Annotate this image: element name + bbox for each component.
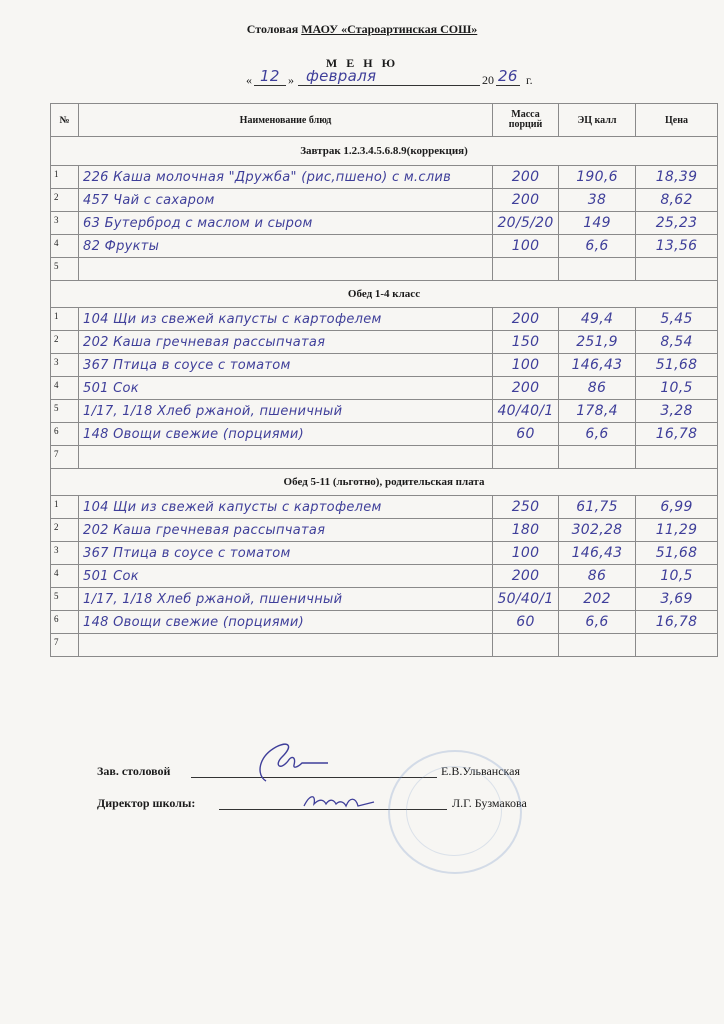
row-number: 1: [51, 166, 79, 189]
table-row: [51, 258, 718, 281]
dish-price: 10,5: [636, 565, 718, 588]
row-number: 4: [51, 235, 79, 258]
table-row: [51, 166, 718, 189]
dish-mass: 60: [493, 423, 559, 446]
dish-mass: 250: [493, 496, 559, 519]
date-month: февраля: [306, 67, 377, 85]
dish-kcal: 49,4: [559, 308, 636, 331]
dish-price: 5,45: [636, 308, 718, 331]
dish-mass: 50/40/1: [493, 588, 559, 611]
dish-kcal: 190,6: [559, 166, 636, 189]
dish-mass: 200: [493, 166, 559, 189]
director-label: Директор школы:: [97, 796, 196, 810]
table-row: [51, 565, 718, 588]
dish-name: 367 Птица в соусе с томатом: [79, 354, 493, 377]
date-year-suffix: 26: [498, 67, 518, 85]
dish-price: [636, 446, 718, 469]
director-signature: [300, 788, 380, 816]
dish-kcal: 6,6: [559, 423, 636, 446]
dish-kcal: 302,28: [559, 519, 636, 542]
dish-kcal: 6,6: [559, 611, 636, 634]
date-year-prefix: 20: [482, 73, 494, 87]
dish-kcal: 86: [559, 565, 636, 588]
dish-kcal: 202: [559, 588, 636, 611]
dish-name: 1/17, 1/18 Хлеб ржаной, пшеничный: [79, 588, 493, 611]
row-number: 1: [51, 496, 79, 519]
dish-name: 457 Чай с сахаром: [79, 189, 493, 212]
canteen-head-name: Е.В.Ульванская: [441, 764, 521, 778]
dish-mass: 180: [493, 519, 559, 542]
director-name: Л.Г. Бузмакова: [452, 796, 527, 810]
col-price-header: Цена: [636, 104, 718, 137]
dish-kcal: 149: [559, 212, 636, 235]
row-number: 7: [51, 446, 79, 469]
dish-mass: 100: [493, 542, 559, 565]
dish-price: [636, 634, 718, 657]
table-header-row: [51, 104, 718, 137]
table-row: [51, 377, 718, 400]
dish-kcal: 178,4: [559, 400, 636, 423]
dish-mass: 150: [493, 331, 559, 354]
date-day: 12: [260, 67, 280, 85]
dish-kcal: 146,43: [559, 542, 636, 565]
dish-name: 367 Птица в соусе с томатом: [79, 542, 493, 565]
dish-price: 25,23: [636, 212, 718, 235]
dish-name: [79, 446, 493, 469]
table-row: [51, 496, 718, 519]
dish-mass: 60: [493, 611, 559, 634]
dish-price: 11,29: [636, 519, 718, 542]
dish-name: 104 Щи из свежей капусты с картофелем: [79, 496, 493, 519]
row-number: 2: [51, 189, 79, 212]
section-title: Обед 5-11 (льготно), родительская плата: [51, 469, 718, 496]
dish-price: [636, 258, 718, 281]
col-mass-line1: Масса: [511, 109, 540, 120]
col-num-header: №: [51, 104, 79, 137]
official-stamp: [388, 750, 522, 874]
dish-price: 6,99: [636, 496, 718, 519]
dish-price: 10,5: [636, 377, 718, 400]
table-row: [51, 308, 718, 331]
table-row: [51, 354, 718, 377]
row-number: 2: [51, 519, 79, 542]
row-number: 5: [51, 258, 79, 281]
dish-mass: [493, 446, 559, 469]
table-row: [51, 446, 718, 469]
dish-price: 3,69: [636, 588, 718, 611]
table-row: [51, 212, 718, 235]
row-number: 1: [51, 308, 79, 331]
table-row: [51, 400, 718, 423]
menu-body: [51, 137, 718, 657]
menu-date: [246, 67, 546, 87]
dish-name: 63 Бутерброд с маслом и сыром: [79, 212, 493, 235]
dish-price: 16,78: [636, 423, 718, 446]
row-number: 3: [51, 542, 79, 565]
table-row: [51, 519, 718, 542]
date-quote-open: «: [246, 73, 252, 87]
dish-mass: 100: [493, 354, 559, 377]
dish-mass: 200: [493, 565, 559, 588]
org-prefix: Столовая: [246, 22, 302, 36]
dish-kcal: 146,43: [559, 354, 636, 377]
dish-mass: [493, 634, 559, 657]
org-name: МАОУ «Староартинская СОШ»: [301, 22, 478, 36]
dish-price: 13,56: [636, 235, 718, 258]
dish-name: 202 Каша гречневая рассыпчатая: [79, 519, 493, 542]
row-number: 3: [51, 212, 79, 235]
dish-name: 148 Овощи свежие (порциями): [79, 423, 493, 446]
menu-title: М Е Н Ю: [325, 56, 399, 70]
date-quote-close: »: [288, 73, 294, 87]
table-row: [51, 611, 718, 634]
row-number: 2: [51, 331, 79, 354]
dish-name: [79, 258, 493, 281]
row-number: 5: [51, 400, 79, 423]
dish-kcal: [559, 634, 636, 657]
dish-name: 148 Овощи свежие (порциями): [79, 611, 493, 634]
table-row: [51, 189, 718, 212]
dish-name: 82 Фрукты: [79, 235, 493, 258]
dish-kcal: 86: [559, 377, 636, 400]
section-row: [51, 469, 718, 496]
dish-mass: 20/5/20: [493, 212, 559, 235]
row-number: 7: [51, 634, 79, 657]
canteen-head-label: Зав. столовой: [97, 764, 171, 778]
canteen-head-signature: [236, 735, 336, 787]
dish-name: 501 Сок: [79, 565, 493, 588]
dish-price: 8,62: [636, 189, 718, 212]
row-number: 6: [51, 423, 79, 446]
row-number: 4: [51, 565, 79, 588]
dish-mass: 100: [493, 235, 559, 258]
col-kcal-header: ЭЦ калл: [559, 104, 636, 137]
dish-name: 226 Каша молочная "Дружба" (рис,пшено) с м.слив: [79, 166, 493, 189]
dish-kcal: [559, 446, 636, 469]
table-row: [51, 235, 718, 258]
dish-name: 202 Каша гречневая рассыпчатая: [79, 331, 493, 354]
dish-name: [79, 634, 493, 657]
dish-price: 51,68: [636, 354, 718, 377]
table-row: [51, 542, 718, 565]
col-name-header: Наименование блюд: [79, 104, 493, 137]
row-number: 6: [51, 611, 79, 634]
dish-price: 8,54: [636, 331, 718, 354]
table-row: [51, 588, 718, 611]
dish-price: 3,28: [636, 400, 718, 423]
dish-price: 51,68: [636, 542, 718, 565]
section-title: Завтрак 1.2.3.4.5.6.8.9(коррекция): [51, 137, 718, 166]
dish-mass: 200: [493, 377, 559, 400]
dish-kcal: 6,6: [559, 235, 636, 258]
date-year-unit: г.: [526, 73, 533, 87]
dish-mass: [493, 258, 559, 281]
col-mass-header: [493, 104, 559, 137]
dish-price: 18,39: [636, 166, 718, 189]
section-row: [51, 281, 718, 308]
row-number: 3: [51, 354, 79, 377]
document-header: [0, 22, 724, 37]
col-mass-line2: порций: [508, 119, 543, 130]
dish-mass: 200: [493, 189, 559, 212]
dish-kcal: 38: [559, 189, 636, 212]
dish-kcal: 61,75: [559, 496, 636, 519]
table-row: [51, 331, 718, 354]
row-number: 4: [51, 377, 79, 400]
dish-kcal: 251,9: [559, 331, 636, 354]
dish-kcal: [559, 258, 636, 281]
dish-name: 501 Сок: [79, 377, 493, 400]
section-title: Обед 1-4 класс: [51, 281, 718, 308]
official-stamp-inner-ring: [406, 766, 502, 856]
table-row: [51, 634, 718, 657]
table-row: [51, 423, 718, 446]
dish-mass: 40/40/1: [493, 400, 559, 423]
dish-price: 16,78: [636, 611, 718, 634]
dish-name: 104 Щи из свежей капусты с картофелем: [79, 308, 493, 331]
dish-mass: 200: [493, 308, 559, 331]
menu-table: [50, 103, 718, 657]
section-row: [51, 137, 718, 166]
dish-name: 1/17, 1/18 Хлеб ржаной, пшеничный: [79, 400, 493, 423]
row-number: 5: [51, 588, 79, 611]
